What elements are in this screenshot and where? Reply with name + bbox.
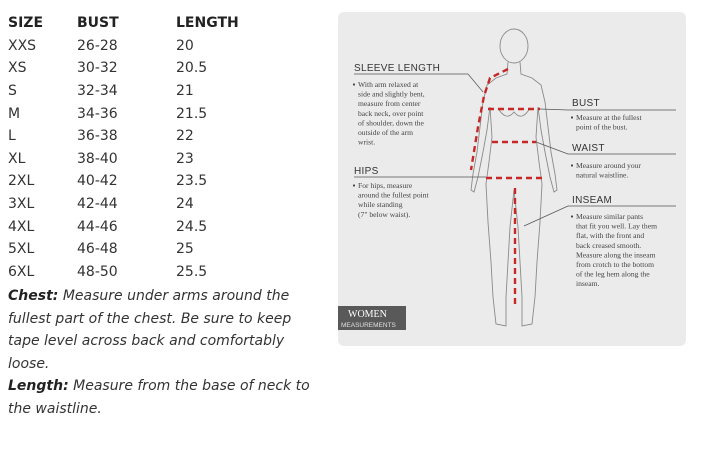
inseam-description-line: Measure along the inseam	[576, 250, 656, 260]
sleeve-description-line: side and slightly bent,	[358, 89, 425, 99]
inseam-description-line: from crotch to the bottom	[576, 260, 655, 269]
size-row	[8, 102, 256, 125]
measurement-markers	[471, 69, 542, 308]
bust-description-line: point of the bust.	[576, 122, 628, 132]
bust-cell: 36-38	[77, 128, 118, 145]
length-cell: 25.5	[176, 263, 208, 280]
inseam-description-line: back creased smooth.	[576, 240, 642, 250]
sleeve-description-line: wrist.	[358, 137, 376, 147]
header-length: LENGTH	[176, 15, 239, 32]
size-cell: XS	[8, 60, 27, 77]
sleeve-length-description	[353, 80, 425, 147]
inseam-description-line: inseam.	[576, 279, 600, 289]
chest-text: Measure under arms around the fullest part of the chest. Be sure to keep tape level across back and comfortably loose.	[8, 288, 292, 372]
size-row	[8, 238, 256, 261]
sleeve-description-line: of shoulder, down the	[358, 118, 424, 128]
length-text: Measure from the base of neck to the waistline.	[8, 378, 310, 417]
sleeve-length-title: SLEEVE LENGTH	[354, 63, 441, 74]
length-note	[8, 375, 318, 420]
inseam-description-line: flat, with the front and	[576, 231, 645, 241]
size-cell: 5XL	[8, 241, 35, 258]
inseam-description-line: Measure similar pants	[576, 212, 644, 221]
size-row	[8, 170, 256, 193]
size-row	[8, 80, 256, 103]
size-cell: XXS	[8, 37, 37, 54]
length-cell: 23	[176, 150, 194, 167]
length-cell: 24.5	[176, 218, 208, 235]
length-cell: 21.5	[176, 105, 208, 122]
bust-cell: 26-28	[77, 37, 118, 54]
chest-note	[8, 285, 318, 375]
hips-description-line: around the fullest point	[358, 190, 429, 200]
bust-cell: 40-42	[77, 173, 118, 190]
waist-description-line: natural waistline.	[576, 170, 629, 180]
hips-description-line: while standing	[358, 200, 403, 210]
size-cell: S	[8, 83, 17, 100]
sleeve-description-line: measure from center	[358, 99, 421, 109]
sleeve-description-line: With arm relaxed at	[358, 80, 419, 89]
size-chart-table	[8, 12, 256, 283]
size-row	[8, 125, 256, 148]
length-label: Length:	[8, 378, 69, 394]
size-row	[8, 35, 256, 58]
bust-title: BUST	[572, 98, 600, 109]
size-row	[8, 148, 256, 171]
size-cell: M	[8, 105, 21, 122]
measurement-guide-image	[338, 12, 686, 346]
sleeve-description-line: back neck, over point	[358, 108, 424, 118]
size-cell: XL	[8, 150, 26, 167]
size-row	[8, 57, 256, 80]
inseam-description-line: of the leg hem along the	[576, 269, 650, 279]
hips-description-line: (7" below waist).	[358, 209, 411, 219]
length-cell: 20.5	[176, 60, 208, 77]
measurement-guide-illustration	[338, 12, 686, 346]
hips-title: HIPS	[354, 166, 379, 177]
size-cell: 2XL	[8, 173, 35, 190]
chest-label: Chest:	[8, 288, 59, 304]
badge-title: WOMEN	[348, 309, 387, 320]
length-cell: 21	[176, 83, 194, 100]
bust-cell: 42-44	[77, 196, 118, 213]
bust-description	[571, 113, 643, 132]
badge-subtitle: MEASUREMENTS	[341, 322, 396, 329]
bust-cell: 32-34	[77, 83, 118, 100]
bust-cell: 44-46	[77, 218, 118, 235]
size-chart-header-row	[8, 12, 256, 35]
measurement-notes	[8, 285, 318, 420]
women-measurements-badge	[338, 306, 406, 330]
sleeve-description-line: outside of the arm	[358, 128, 414, 137]
waist-bullet-icon	[571, 164, 573, 166]
size-row	[8, 261, 256, 284]
inseam-bullet-icon	[571, 215, 573, 217]
inseam-title: INSEAM	[572, 195, 613, 206]
hips-description-line: For hips, measure	[358, 181, 413, 190]
bust-cell: 46-48	[77, 241, 118, 258]
bust-cell: 38-40	[77, 150, 118, 167]
waist-description-line: Measure around your	[576, 161, 641, 170]
waist-description	[571, 161, 642, 180]
bust-description-line: Measure at the fullest	[576, 113, 642, 122]
header-bust: BUST	[77, 15, 119, 32]
length-cell: 24	[176, 196, 194, 213]
length-cell: 22	[176, 128, 194, 145]
size-cell: 3XL	[8, 196, 35, 213]
bust-bullet-icon	[571, 116, 573, 118]
bust-cell: 34-36	[77, 105, 118, 122]
hips-description	[353, 181, 430, 219]
bust-cell: 30-32	[77, 60, 118, 77]
inseam-description-line: that fit you well. Lay them	[576, 221, 657, 231]
header-size: SIZE	[8, 15, 44, 32]
length-cell: 20	[176, 37, 194, 54]
size-cell: 4XL	[8, 218, 35, 235]
size-cell: 6XL	[8, 263, 35, 280]
size-row	[8, 215, 256, 238]
inseam-description	[571, 212, 657, 288]
sleeve-bullet-icon	[353, 83, 355, 85]
size-cell: L	[8, 128, 16, 145]
size-row	[8, 193, 256, 216]
length-cell: 23.5	[176, 173, 208, 190]
waist-title: WAIST	[572, 143, 605, 154]
bust-cell: 48-50	[77, 263, 118, 280]
length-cell: 25	[176, 241, 194, 258]
hips-bullet-icon	[353, 184, 355, 186]
